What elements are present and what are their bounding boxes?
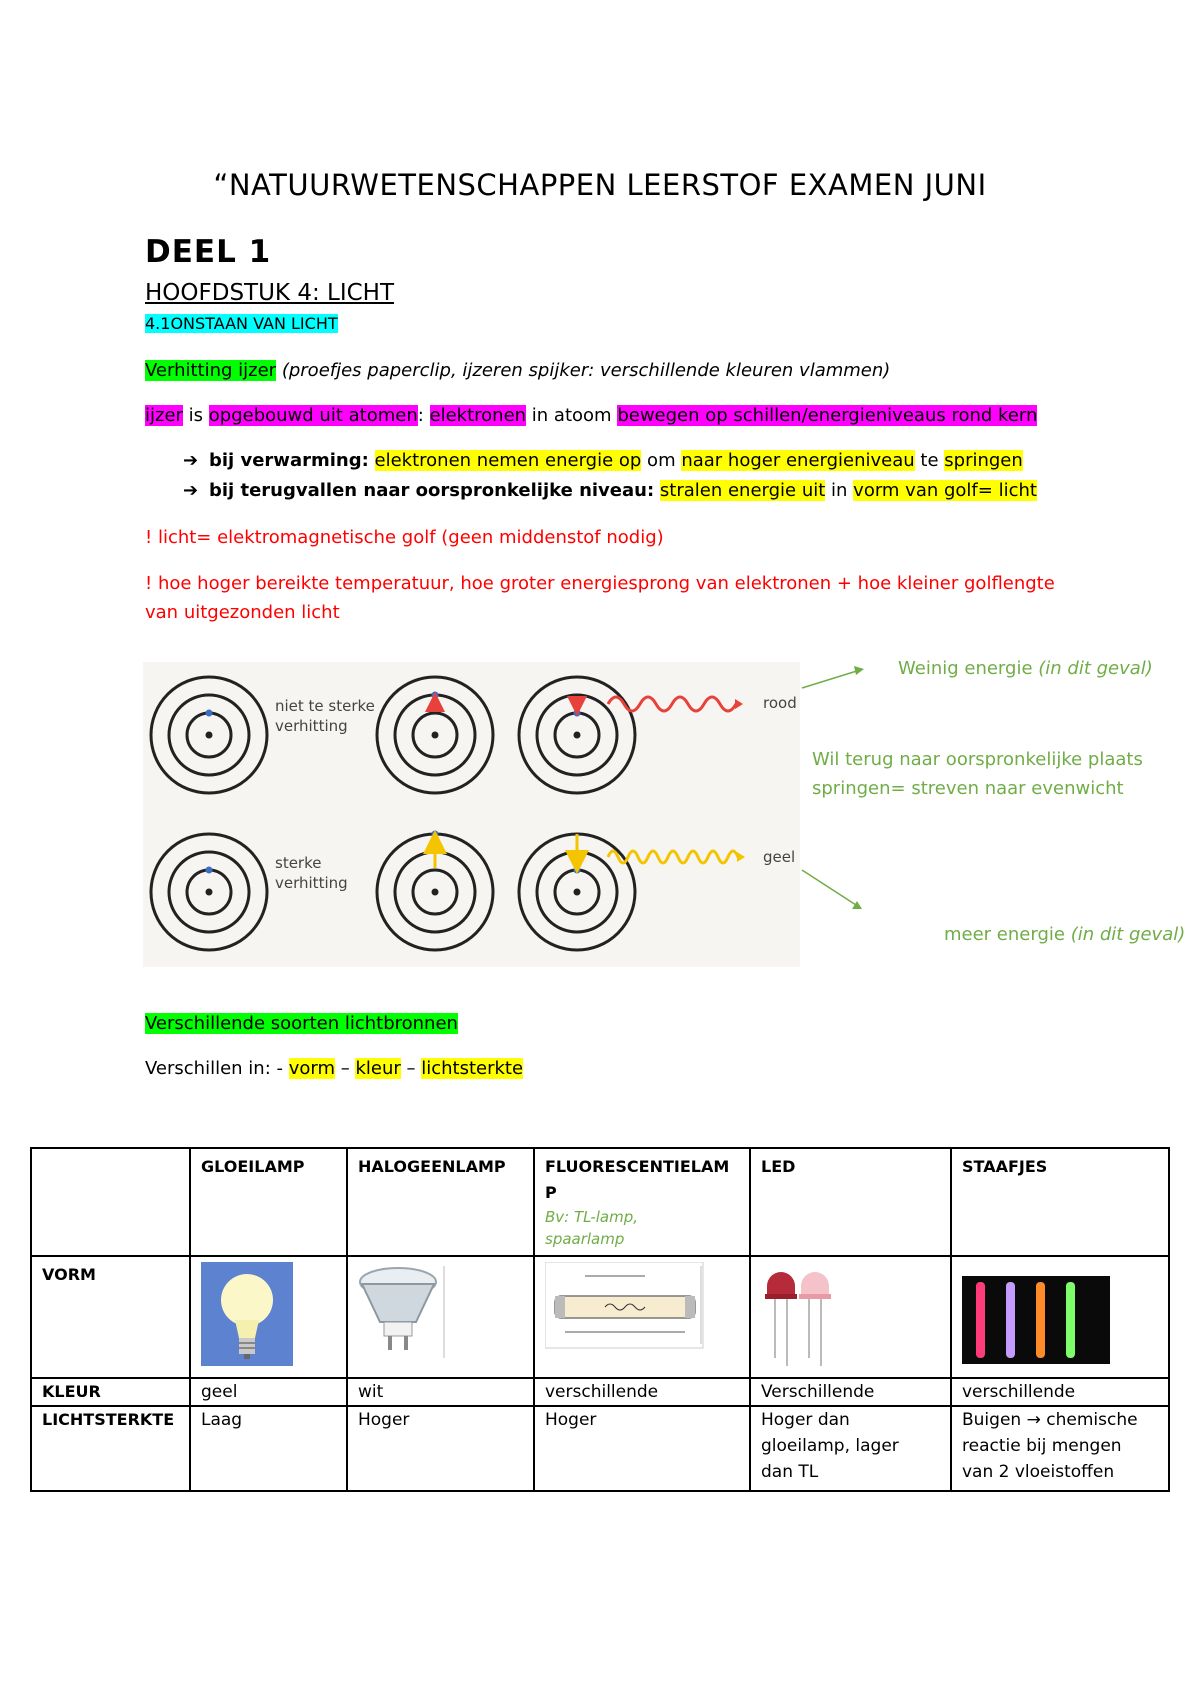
cell-gloeilamp-image (190, 1256, 347, 1378)
ijzer-line (145, 405, 1037, 426)
header-fluor-1: FLUORESCENTIELAM (545, 1157, 730, 1176)
label-sterke-2: verhitting (275, 874, 348, 892)
section-heading (145, 314, 338, 333)
led-icon (761, 1262, 841, 1366)
bullet1-hoger: naar hoger energieniveau (681, 450, 915, 471)
verschillen-kleur: kleur (355, 1058, 401, 1079)
label-rood: rood (763, 694, 797, 712)
halogen-lamp-icon (358, 1262, 448, 1362)
verschillen-sep1: – (335, 1058, 356, 1079)
table-cell-empty (31, 1148, 190, 1256)
text-colon: : (417, 405, 430, 426)
header-led: LED (750, 1148, 951, 1256)
text-bewegen: bewegen op schillen/energieniveaus rond kern (617, 405, 1038, 426)
verhitting-note: (proefjes paperclip, ijzeren spijker: verschillende kleuren vlammen) (281, 360, 891, 381)
annotation-meer (944, 924, 1185, 945)
section-heading-text: 4.1ONSTAAN VAN LICHT (145, 314, 338, 333)
arrow-right-icon: ➔ (183, 480, 199, 501)
annotation-wil-2: springen= streven naar evenwicht (812, 778, 1124, 799)
bullet-verwarming (183, 450, 1023, 471)
cell-staafjes-image (951, 1256, 1169, 1378)
bullet-terugvallen (183, 480, 1037, 501)
cell-ls-staafjes-2: reactie bij mengen (962, 1436, 1122, 1456)
row-label-vorm: VORM (31, 1256, 190, 1378)
verschillen-lichtsterkte: lichtsterkte (421, 1058, 524, 1079)
cell-ls-staafjes (951, 1406, 1169, 1491)
bullet2-label: bij terugvallen naar oorspronkelijke niveau: (209, 480, 655, 501)
bullet2-in: in (825, 480, 854, 501)
note-temperatuur-1: ! hoe hoger bereikte temperatuur, hoe groter energiesprong van elektronen + hoe kleiner golflengte (145, 573, 1055, 594)
label-niet-te-sterke-2: verhitting (275, 717, 348, 735)
cell-ls-gloeilamp: Laag (190, 1406, 347, 1491)
annotation-weinig-italic: (in dit geval) (1038, 658, 1153, 679)
cell-ls-staafjes-1 (962, 1407, 1158, 1433)
cell-ls-led-3: dan TL (761, 1462, 819, 1482)
text-atomen: opgebouwd uit atomen (208, 405, 418, 426)
annotation-weinig-text: Weinig energie (898, 658, 1033, 679)
text-is: is (182, 405, 209, 426)
cell-ls-led-1: Hoger dan (761, 1410, 850, 1430)
bulb-icon (201, 1262, 293, 1366)
header-halogeenlamp: HALOGEENLAMP (347, 1148, 534, 1256)
text-elektronen: elektronen (429, 405, 527, 426)
verschillen-vorm: vorm (288, 1058, 335, 1079)
bullet1-om: om (641, 450, 682, 471)
verhitting-line (145, 360, 890, 381)
text-ijzer: ijzer (145, 405, 183, 426)
cell-kleur-led: Verschillende (750, 1378, 951, 1406)
cell-halogeenlamp-image (347, 1256, 534, 1378)
cell-ls-halogeen: Hoger (347, 1406, 534, 1491)
soorten-heading-text: Verschillende soorten lichtbronnen (145, 1013, 458, 1034)
cell-led-image (750, 1256, 951, 1378)
lightsource-table (30, 1147, 1170, 1492)
bullet1-springen: springen (944, 450, 1023, 471)
annotation-wil-1: Wil terug naar oorspronkelijke plaats (812, 749, 1143, 770)
note-licht: ! licht= elektromagnetische golf (geen middenstof nodig) (145, 527, 664, 548)
part-heading: DEEL 1 (145, 234, 272, 270)
verschillen-sep2: – (400, 1058, 422, 1079)
header-fluorescentielamp (534, 1148, 750, 1256)
fluor-note-1: Bv: TL-lamp, (545, 1208, 639, 1226)
annotation-meer-text: meer energie (944, 924, 1065, 945)
staaf-text-a: Buigen (962, 1410, 1027, 1430)
header-fluor-2: P (545, 1183, 557, 1202)
cell-ls-led (750, 1406, 951, 1491)
verhitting-label: Verhitting ijzer (145, 360, 277, 381)
chapter-heading: HOOFDSTUK 4: LICHT (145, 280, 395, 306)
bullet1-te: te (914, 450, 945, 471)
cell-kleur-gloeilamp: geel (190, 1378, 347, 1406)
document-title: “NATUURWETENSCHAPPEN LEERSTOF EXAMEN JUNI (213, 168, 987, 202)
label-sterke-1: sterke (275, 854, 322, 872)
tl-lamp-icon (545, 1262, 705, 1350)
cell-ls-staafjes-3: van 2 vloeistoffen (962, 1462, 1115, 1482)
verschillen-line (145, 1058, 523, 1079)
table-row (31, 1256, 1169, 1378)
header-staafjes: STAAFJES (951, 1148, 1169, 1256)
verschillen-pre: Verschillen in: - (145, 1058, 289, 1079)
header-gloeilamp: GLOEILAMP (190, 1148, 347, 1256)
yellow-wave (608, 851, 738, 863)
soorten-heading (145, 1013, 458, 1034)
table-row (31, 1406, 1169, 1491)
annotation-meer-italic: (in dit geval) (1070, 924, 1186, 945)
staaf-text-b: chemische (1040, 1410, 1138, 1430)
row-label-lichtsterkte: LICHTSTERKTE (31, 1406, 190, 1491)
cell-fluorescentielamp-image (534, 1256, 750, 1378)
atom-diagram (143, 662, 800, 967)
bullet2-golf: vorm van golf= licht (853, 480, 1037, 501)
label-geel: geel (763, 848, 796, 866)
cell-kleur-staafjes: verschillende (951, 1378, 1169, 1406)
cell-ls-led-2: gloeilamp, lager (761, 1436, 899, 1456)
glowstick-icon (962, 1276, 1110, 1364)
text-in-atoom: in atoom (526, 405, 618, 426)
label-niet-te-sterke-1: niet te sterke (275, 697, 375, 715)
table-row (31, 1148, 1169, 1256)
bullet1-label: bij verwarming: (209, 450, 369, 471)
arrow-right-icon: ➔ (183, 450, 199, 471)
cell-kleur-halogeen: wit (347, 1378, 534, 1406)
atom-diagram-svg (143, 662, 800, 967)
label-sterke (275, 853, 348, 893)
cell-ls-fluor: Hoger (534, 1406, 750, 1491)
bullet2-stralen: stralen energie uit (659, 480, 826, 501)
note-temperatuur-2: van uitgezonden licht (145, 602, 340, 623)
fluor-note-2: spaarlamp (545, 1230, 625, 1248)
cell-kleur-fluor: verschillende (534, 1378, 750, 1406)
annotation-weinig (898, 658, 1153, 679)
bullet1-energie: elektronen nemen energie op (374, 450, 642, 471)
arrow-right-icon: → (1026, 1410, 1041, 1430)
row-label-kleur: KLEUR (31, 1378, 190, 1406)
label-niet-te-sterke (275, 696, 375, 736)
table-row (31, 1378, 1169, 1406)
